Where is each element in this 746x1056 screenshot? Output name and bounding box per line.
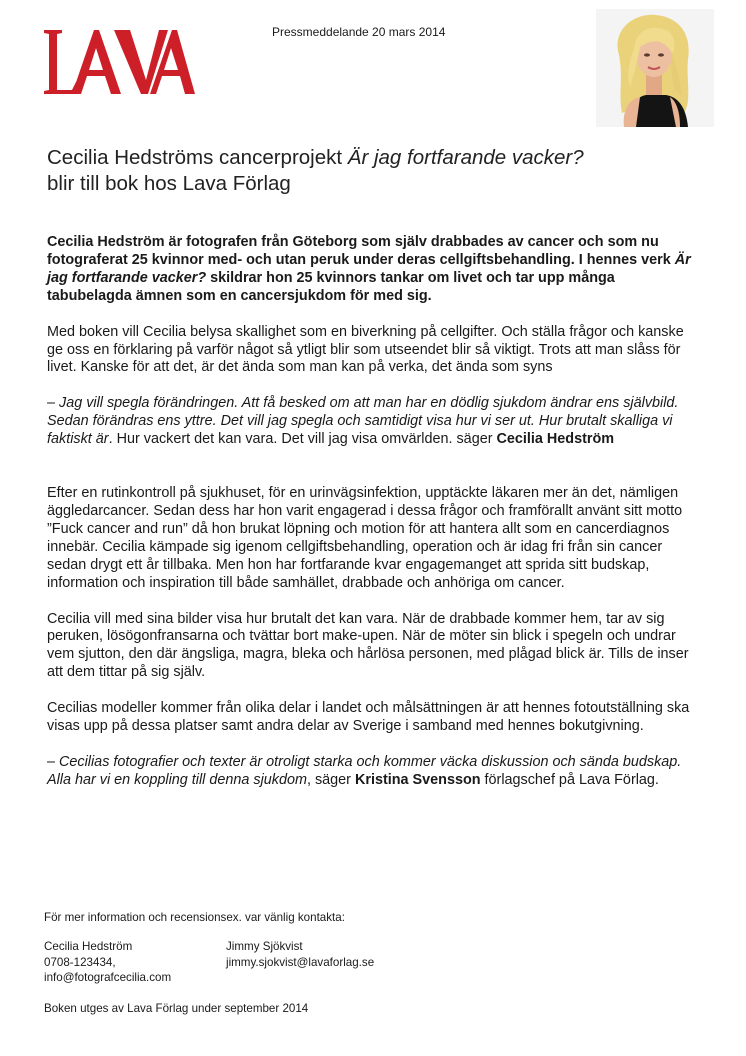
press-release-title [47, 145, 707, 197]
paragraph-3: Cecilia vill med sina bilder visa hur brutalt det kan vara. När de drabbade kommer hem, tar av sig peruken, lösögonfransarna och tvättar bort make-upen. När de möter sin blick i spegeln och undrar vem sjutton, den där ängsliga, magra, bleka och hårlösa personen, med plågad blick är. Tills de inser att dem tittar på sig själv. [47, 610, 689, 681]
quote-cecilia [47, 395, 697, 449]
lava-logo [42, 26, 196, 98]
quote-kristina-role: förlagschef på Lava Förlag. [480, 771, 659, 788]
contact-jimmy [226, 939, 426, 970]
portrait-photo [596, 9, 714, 127]
lead-text-2: skildrar hon 25 kvinnors tankar om livet och tar upp många tabubelagda ämnen som en cancersjukdom för med sig. [47, 269, 615, 304]
quote-cecilia-text: – Jag vill spegla förändringen. Att få besked om att man har en dödlig sjukdom ändrar ens självbild. Sedan förändras ens yttre. Det vill jag spegla och samtidigt visa hur vi ser ut. Hur brutalt skalliga vi faktiskt är [47, 395, 679, 448]
press-release-body [47, 234, 697, 790]
lead-paragraph [47, 234, 697, 306]
title-book-name: Är jag fortfarande vacker? [347, 146, 584, 169]
publication-note: Boken utges av Lava Förlag under september 2014 [44, 1002, 309, 1015]
contact-label: För mer information och recensionsex. var vänlig kontakta: [44, 911, 345, 924]
paragraph-4: Cecilias modeller kommer från olika delar i landet och målsättningen är att hennes fotoutställning ska visas upp på dessa platser samt andra delar av Sverige i samband med hennes bokutgivning. [47, 700, 690, 735]
press-release-date: Pressmeddelande 20 mars 2014 [272, 25, 446, 39]
contact-jimmy-email[interactable]: jimmy.sjokvist@lavaforlag.se [226, 955, 375, 969]
quote-kristina [47, 754, 697, 790]
contact-cecilia [44, 939, 214, 986]
paragraph-2: Efter en rutinkontroll på sjukhuset, för en urinvägsinfektion, upptäckte läkaren mer än det, nämligen äggledarcancer. Sedan dess har hon varit engagerad i dessa frågor och framförallt använt sitt motto ”Fuck cancer and run” då hon brukat löpning och motion för att hantera allt som en cancerdiagnos innebär. Cecilia kämpade sig igenom cellgiftsbehandling, operation och är idag fri från sin cancer sedan drygt ett år tillbaka. Men hon har fortfarande kvar engagemanget att sprida sitt budskap, information och inspiration till både samhället, drabbade och anhöriga om cancer. [47, 485, 683, 591]
contact-cecilia-phone[interactable]: 0708-123434, [44, 955, 116, 969]
lead-book-name: Är jag fortfarande vacker? [47, 251, 691, 286]
title-part1: Cecilia Hedströms cancerprojekt [47, 146, 348, 169]
contact-cecilia-name: Cecilia Hedström [44, 940, 133, 953]
quote-kristina-say: , säger [306, 771, 355, 788]
title-part2: blir till bok hos Lava Förlag [47, 172, 291, 195]
quote-cecilia-rest: . Hur vackert det kan vara. Det vill jag visa omvärlden. säger [108, 431, 497, 448]
contact-cecilia-email[interactable]: info@fotografcecilia.com [44, 971, 172, 985]
contact-jimmy-name: Jimmy Sjökvist [226, 940, 303, 953]
quote-kristina-text: – Cecilias fotografier och texter är otroligt starka och kommer väcka diskussion och sända budskap. Alla har vi en koppling till denna sjukdom [47, 753, 682, 788]
quote-cecilia-name: Cecilia Hedström [496, 431, 615, 448]
quote-kristina-name: Kristina Svensson [354, 771, 481, 788]
paragraph-1: Med boken vill Cecilia belysa skallighet som en biverkning på cellgifter. Och ställa frågor och kanske ge oss en förklaring på varför något så ytligt blir som utseendet blir så viktigt. Trots att man slåss för livet. Kanske för att det, är det ända som man kan på verka, det ända som syns [47, 323, 684, 376]
lead-text-1: Cecilia Hedström är fotografen från Göteborg som själv drabbades av cancer och som nu fotograferat 25 kvinnor med- och utan peruk under deras cellgiftsbehandling. I hennes verk [47, 234, 675, 268]
